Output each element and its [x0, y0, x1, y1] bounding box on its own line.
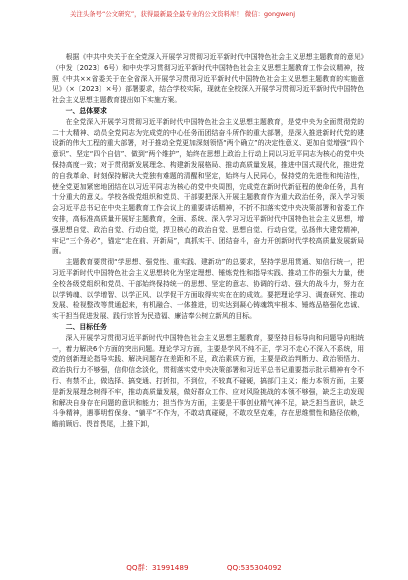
- top-promo-banner: 关注头条号“公文研究”，获得最新最全最专业的公文资料库！ 微信：gongwenj: [70, 10, 296, 18]
- intro-paragraph: 根据《中共中央关于在全党深入开展学习贯彻习近平新时代中国特色社会主义思想主题教育的意见》（中发〔2023〕6号）和中央学习贯彻习近平新时代中国特色社会主义思想主题教育工作会议精神，按照《中共××省委关于在全省深入开展学习贯彻习近平新时代中国特色社会主义思想主题教育的实施意见》（×〔2023〕×号）部署要求，结合学校实际，现就在全校深入开展学习贯彻习近平新时代中国特色社会主义思想主题教育提出如下实施方案。: [52, 53, 364, 105]
- section-heading-general-requirements: 一、总体要求: [65, 106, 107, 115]
- qq-number-text: QQ:535304092: [226, 563, 282, 572]
- general-requirements-paragraph-1: 在全党深入开展学习贯彻习近平新时代中国特色社会主义思想主题教育，是党中央为全面贯彻党的二十大精神、动员全党同志为完成党的中心任务而团结奋斗所作的重大部署，是深入推进新时代党的建设新的伟大工程的重大部署，对于推动全党更加深刻领悟“两个确立”的决定性意义、更加自觉增强“四个意识”、坚定“四个自信”、做到“两个维护”，始终在思想上政治上行动上同以习近平同志为核心的党中央保持高度一致；对于贯彻新发展理念、构建新发展格局、推动高质量发展，推进中国式现代化，推进党的自我革命、时刻保持解决大党独有难题的清醒和坚定，始终与人民同心，保持党的先进性和纯洁性，使全党更加紧密地团结在以习近平同志为核心的党中央周围，完成党在新时代新征程的使命任务，具有十分重大的意义。学校各级党组织和党员、干部要把深入开展主题教育作为重大政治任务，深入学习领会习近平总书记在中央主题教育工作会议上的重要讲话精神，不折不扣落实党中央决策部署和省委工作安排，高标准高质量开展好主题教育，全面、系统、深入学习习近平新时代中国特色社会主义思想，增强思想自觉、政治自觉、行动自觉，捍卫核心的政治自觉、思想自觉、行动自觉，弘扬伟大建党精神，牢记“三个务必”，锚定“走在前、开新局”，真抓实干、团结奋斗，奋力开创新时代学校高质量发展新局面。: [52, 117, 364, 256]
- general-requirements-paragraph-2: 主题教育要贯彻“学思想、强党性、重实践、建新功”的总要求，坚持学思用贯通、知信行统一，把习近平新时代中国特色社会主义思想转化为坚定理想、锤炼党性和指导实践、推动工作的强大力量，使全校各级党组织和党员、干部始终保持统一的思想、坚定的意志、协调的行动、强大的战斗力，努力在以学铸魂、以学增智、以学正风、以学促干方面取得实实在在的成效。要把理论学习、调查研究、推动发展、检视整改等贯通起来，有机融合、一体推进，切实达到凝心铸魂筑牢根本、锤炼品格强化忠诚、实干担当促进发展、践行宗旨为民造福、廉洁奉公树立新风的目标。: [52, 258, 364, 321]
- document-body: [52, 52, 364, 552]
- section-heading-goals-tasks: 二、目标任务: [65, 322, 107, 331]
- qq-group-text: QQ群：31991489: [126, 563, 189, 572]
- goals-tasks-paragraph: 深入开展学习贯彻习近平新时代中国特色社会主义思想主题教育，要坚持目标导向和问题导向相统一，着力解决6个方面的突出问题。理论学习方面，主要是学风不纯不正，学习不走心不深入不系统，用党的创新理论指导实践、解决问题存在差距和不足，政治素质方面，主要是政治判断力、政治领悟力、政治执行力不够强，信仰信念淡化，贯彻落实党中央决策部署和习近平总书记重要指示批示精神有令不行、有禁不止，做选择、搞变通、打折扣，不到位，不较真不碰硬，搞部门主义；能力本领方面，主要是新发展理念树得不牢，推动高质量发展，做好群众工作、应对风险挑战的本领不够强，缺乏主动发现和解决自身存在问题的意识和能力；担当作为方面，主要是干事创业精气神不足，缺乏担当意识，缺乏斗争精神，遇事明哲保身、“躺平”不作为，不敢动真碰硬，不敢攻坚克难，存在思维惯性和路径依赖，瞻前顾后、畏首畏尾，上推下卸，: [52, 333, 364, 429]
- bottom-contact-footer: [0, 562, 408, 574]
